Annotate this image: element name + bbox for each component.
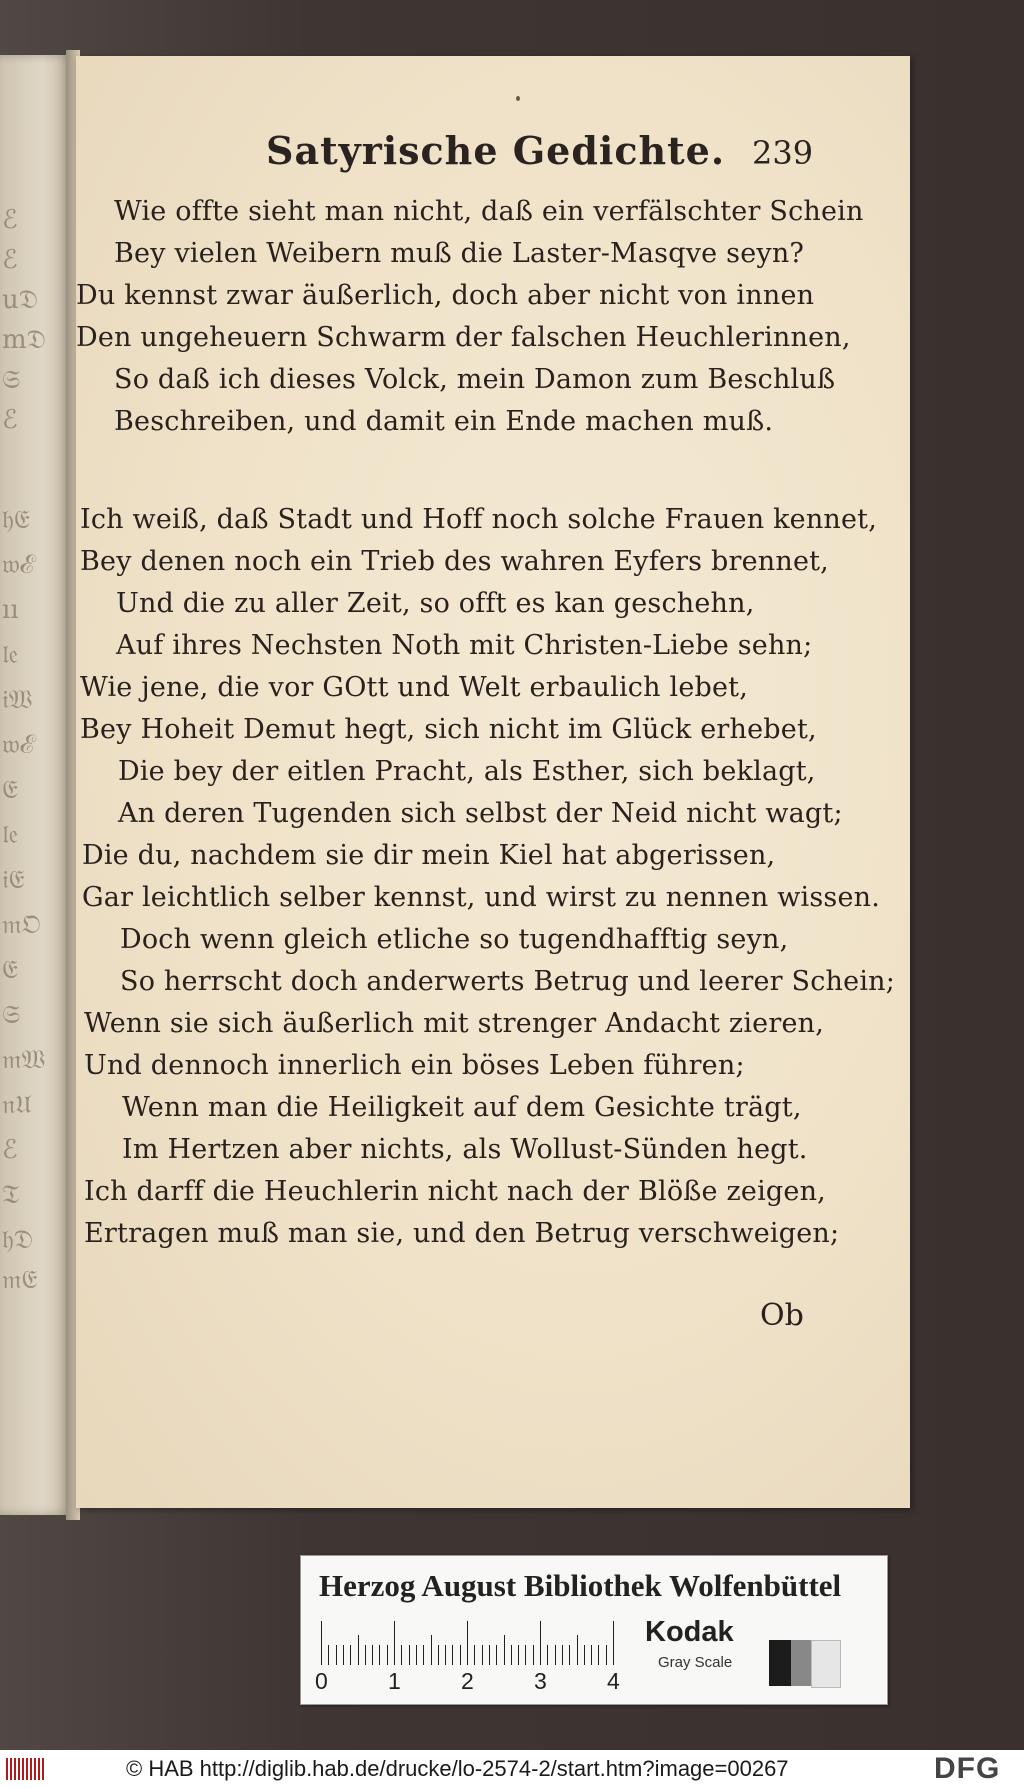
running-title: Satyrische Gedichte. [266,128,726,173]
ruler-tick [350,1645,351,1665]
ruler-tick [438,1645,439,1665]
ruler-tick [525,1645,526,1665]
ghost-glyph: ıı [2,595,19,625]
footer-bar [0,1750,1024,1788]
ghost-glyph: 𝔈 [2,955,18,985]
ruler-tick [504,1635,505,1665]
ruler-tick [445,1645,446,1665]
copyright-url[interactable]: © HAB http://diglib.hab.de/drucke/lo-2574-2/start.htm?image=00267 [126,1756,789,1781]
ruler-tick [533,1645,534,1665]
ink-speck [516,96,520,101]
ruler-tick [358,1635,359,1665]
verse-line: Ertragen muß man sie, und den Betrug verschweigen; [84,1218,840,1249]
ghost-glyph: ℰ [2,245,18,275]
verse-line: Du kennst zwar äußerlich, doch aber nicht von innen [76,280,815,311]
verse-line: Den ungeheuern Schwarm der falschen Heuchlerinnen, [76,322,851,353]
verse-line: Ich weiß, daß Stadt und Hoff noch solche Frauen kennet, [80,504,878,535]
ruler-tick [328,1645,329,1665]
ruler-tick [613,1621,614,1665]
ruler-tick [467,1621,468,1665]
ghost-glyph: 𝔗 [2,1180,20,1210]
verse-line: So daß ich dieses Volck, mein Damon zum Beschluß [114,364,836,395]
ruler-tick [562,1645,563,1665]
gray-swatch-dark [769,1640,791,1686]
ghost-glyph: 𝔪𝔈 [2,1265,38,1295]
verse-line: Die du, nachdem sie dir mein Kiel hat abgerissen, [82,840,776,871]
verse-line: Und die zu aller Zeit, so offt es kan geschehn, [116,588,755,619]
institution-name: Herzog August Bibliothek Wolfenbüttel [319,1568,842,1603]
ruler-tick [387,1645,388,1665]
ruler-tick [452,1645,453,1665]
measurement-ruler [321,1621,621,1665]
ghost-glyph: 𝔪𝔚 [2,1045,46,1075]
ghost-glyph: 𝔩𝔢 [2,820,19,850]
ruler-tick [321,1621,322,1665]
ruler-tick [569,1645,570,1665]
ruler-tick [496,1645,497,1665]
ghost-glyph: ℰ [2,1135,18,1165]
gray-swatch-mid [791,1640,811,1686]
ruler-tick [409,1645,410,1665]
catchword: Ob [760,1298,804,1333]
ruler-number: 1 [388,1668,401,1694]
verse-line: Ich darff die Heuchlerin nicht nach der Blöße zeigen, [84,1176,826,1207]
ghost-glyph: ℰ [2,205,18,235]
ruler-number: 3 [534,1668,547,1694]
verse-line: Bey denen noch ein Trieb des wahren Eyfers brennet, [80,546,829,577]
ghost-glyph: 𝔪𝔒 [2,910,41,940]
verse-line: Doch wenn gleich etliche so tugendhafftig seyn, [120,924,789,955]
verse-line: So herrscht doch anderwerts Betrug und leerer Schein; [120,966,896,997]
ghost-glyph: 𝔥𝔈 [2,505,30,535]
ruler-tick [365,1645,366,1665]
verse-line: Gar leichtlich selber kennst, und wirst zu nennen wissen. [82,882,881,913]
ruler-tick [540,1621,541,1665]
ghost-glyph: 𝔦𝔈 [2,865,25,895]
verse-line: An deren Tugenden sich selbst der Neid nicht wagt; [118,798,843,829]
ghost-glyph: ℰ [2,405,18,435]
ruler-tick [577,1635,578,1665]
ruler-tick [416,1645,417,1665]
ruler-number: 4 [607,1668,620,1694]
gray-scale-label: Gray Scale [658,1654,733,1671]
color-target-card [300,1555,888,1705]
ghost-glyph: u𝔇 [2,285,39,315]
ruler-number: 0 [315,1668,328,1694]
ruler-tick [489,1645,490,1665]
ruler-tick [343,1645,344,1665]
ruler-tick [401,1645,402,1665]
ghost-glyph: 𝔖 [2,365,21,395]
kodak-logo: Kodak [645,1616,734,1648]
ghost-glyph: 𝔴ℰ [2,730,35,760]
verse-line: Wie offte sieht man nicht, daß ein verfälschter Schein [114,196,864,227]
verse-line: Im Hertzen aber nichts, als Wollust-Sünden hegt. [122,1134,808,1165]
ruler-tick [431,1635,432,1665]
book-page [76,56,910,1508]
ruler-number: 2 [461,1668,474,1694]
ruler-tick [606,1645,607,1665]
ruler-tick [584,1645,585,1665]
ghost-glyph: 𝔥𝔇 [2,1225,34,1255]
ruler-tick [394,1621,395,1665]
ghost-glyph: 𝔴ℰ [2,550,35,580]
verse-line: Bey vielen Weibern muß die Laster-Masqve seyn? [114,238,805,269]
gray-swatch-light [811,1640,841,1688]
ghost-glyph: 𝔩𝔢 [2,640,19,670]
verse-line: Die bey der eitlen Pracht, als Esther, sich beklagt, [118,756,816,787]
ruler-tick [591,1645,592,1665]
ghost-glyph: 𝔫𝔘 [2,1090,32,1120]
ruler-tick [336,1645,337,1665]
verse-line: Wenn sie sich äußerlich mit strenger Andacht zieren, [84,1008,825,1039]
previous-page-edge [0,55,70,1515]
ghost-glyph: 𝔖 [2,1000,21,1030]
verse-line: Wenn man die Heiligkeit auf dem Gesichte trägt, [122,1092,802,1123]
barcode-icon [6,1758,46,1780]
ghost-glyph: 𝔦𝔚 [2,685,33,715]
verse-line: Und dennoch innerlich ein böses Leben führen; [84,1050,745,1081]
verse-line: Wie jene, die vor GOtt und Welt erbaulich lebet, [80,672,748,703]
ruler-tick [598,1645,599,1665]
ruler-tick [482,1645,483,1665]
page-number: 239 [752,134,814,172]
ruler-tick [518,1645,519,1665]
verse-line: Auf ihres Nechsten Noth mit Christen-Liebe sehn; [116,630,813,661]
ruler-tick [555,1645,556,1665]
ruler-tick [423,1645,424,1665]
verse-line: Bey Hoheit Demut hegt, sich nicht im Glück erhebet, [80,714,817,745]
ruler-tick [460,1645,461,1665]
ruler-tick [511,1645,512,1665]
ghost-glyph: m𝔇 [2,325,46,355]
verse-line: Beschreiben, und damit ein Ende machen muß. [114,406,774,437]
ghost-glyph: 𝔈 [2,775,18,805]
ruler-tick [372,1645,373,1665]
dfg-logo: DFG [934,1752,1001,1785]
ruler-tick [474,1645,475,1665]
ruler-tick [547,1645,548,1665]
ruler-tick [379,1645,380,1665]
